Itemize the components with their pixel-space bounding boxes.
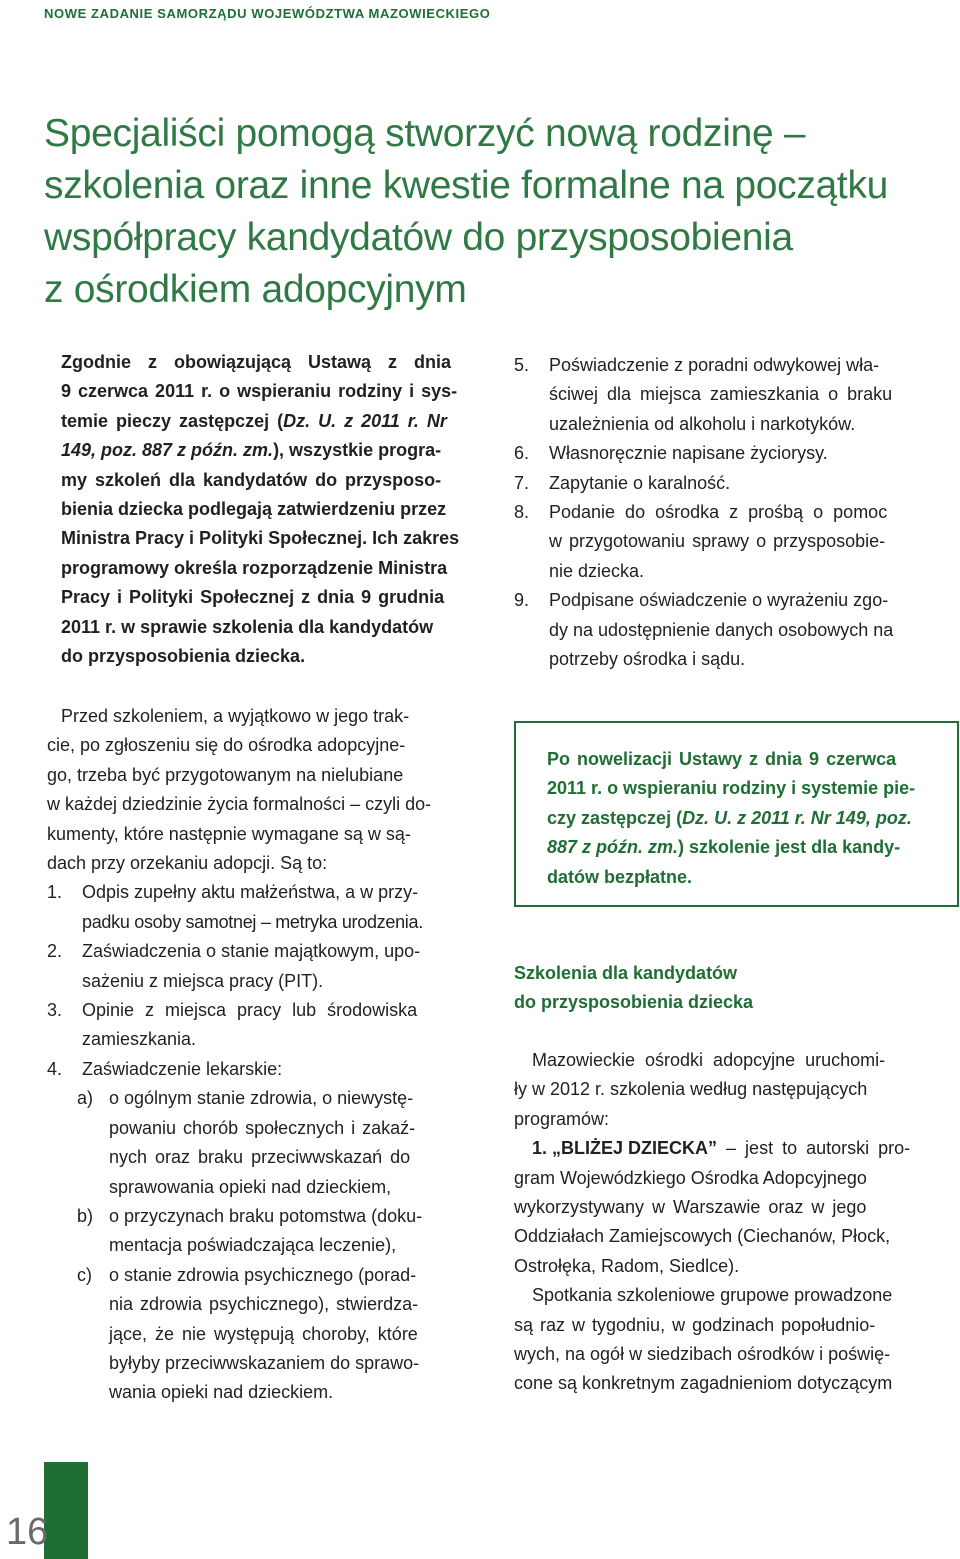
list-number: 7. [514,472,530,493]
sub-item-continuation: nych oraz braku przeciwwskazań do [109,1147,411,1168]
intro-line: 9 czerwca 2011 r. o wspieraniu rodziny i sys- [61,381,458,402]
list-number: 4. [47,1058,63,1079]
body-line: Mazowieckie ośrodki adopcyjne uruchomi- [532,1050,886,1070]
intro-citation: Dz. U. z 2011 r. Nr [283,410,447,431]
body-line: go, trzeba być przygotowanym na nielubiane [47,764,404,785]
intro-line: Ministra Pracy i Polityki Społecznej. Ich zakres [61,528,460,549]
list-item [514,351,958,380]
body-line: wych, na ogół w siedzibach ośrodków i poświę- [514,1344,891,1365]
page-marker-bar [44,1462,88,1559]
list-text: Własnoręcznie napisane życiorysy. [549,443,828,464]
list-item [47,1055,487,1084]
list-item-continuation: nie dziecka. [549,560,645,581]
page-number: 16 [6,1511,49,1553]
list-text: Poświadczenie z poradni odwykowej wła- [549,355,880,375]
body-line: programów: [514,1108,610,1129]
list-text: Podpisane oświadczenie o wyrażeniu zgo- [549,590,889,611]
list-item [47,937,487,966]
list-text: Opinie z miejsca pracy lub środowiska [82,1000,418,1021]
info-box-text [547,745,947,892]
sub-text: o przyczynach braku potomstwa (doku- [109,1205,423,1226]
list-item [514,586,958,615]
list-text: Zaświadczenia o stanie majątkowym, upo- [82,941,421,962]
intro-line: do przysposobienia dziecka. [61,646,306,667]
list-text: Odpis zupełny aktu małżeństwa, a w przy- [82,882,419,903]
box-citation: Dz. U. z 2011 r. Nr 149, poz. [682,807,912,828]
body-line: gram Wojewódzkiego Ośrodka Adopcyjnego [514,1167,867,1188]
documents-list-continued [514,351,958,674]
sub-letter: b) [77,1205,94,1226]
sub-item-continuation: wania opieki nad dzieckiem. [109,1382,334,1403]
box-line: 2011 r. o wspieraniu rodziny i systemie pie- [547,778,916,799]
list-item [47,878,487,907]
body-line: są raz w tygodniu, w godzinach popołudnio- [514,1314,876,1335]
list-item-continuation: uzależnienia od alkoholu i narkotyków. [549,413,856,434]
left-body-text [47,702,487,1408]
list-item [514,469,958,498]
list-item [514,498,958,527]
body-line: Przed szkoleniem, a wyjątkowo w jego trak- [61,706,410,726]
list-number: 1. [47,882,63,903]
intro-line: Zgodnie z obowiązującą Ustawą z dnia [61,352,452,372]
heading-line: do przysposobienia dziecka [514,992,754,1013]
body-line: Ostrołęka, Radom, Siedlce). [514,1255,740,1276]
box-line: datów bezpłatne. [547,866,693,887]
box-line [547,833,947,862]
intro-line: programowy określa rozporządzenie Ministra [61,557,448,578]
title-line: współpracy kandydatów do przysposobienia [44,216,793,259]
sub-text: o ogólnym stanie zdrowia, o niewystę- [109,1088,414,1109]
intro-line: 2011 r. w sprawie szkolenia dla kandydatów [61,616,434,637]
list-item-continuation: potrzeby ośrodka i sądu. [549,649,746,670]
intro-text: temie pieczy zastępczej ( [61,410,284,431]
sub-letter: c) [77,1264,92,1285]
running-header: NOWE ZADANIE SAMORZĄDU WOJEWÓDZTWA MAZOWIECKIEGO [44,6,491,21]
box-citation: 887 z późn. zm. [547,837,679,858]
box-line: Po nowelizacji Ustawy z dnia 9 czerwca [547,749,897,769]
sub-item [47,1202,487,1231]
sub-item-continuation: mentacja poświadczająca leczenie), [109,1235,397,1256]
body-line: cie, po zgłoszeniu się do ośrodka adopcyjne- [47,735,406,756]
list-item [47,996,487,1025]
body-line: ły w 2012 r. szkolenia według następujących [514,1079,868,1100]
article-title [44,108,944,316]
section-heading [514,959,753,1018]
program-name: „BLIŻEJ DZIECKA” [552,1138,718,1159]
body-line: wykorzystywany w Warszawie oraz w jego [514,1197,867,1218]
body-line: kumenty, które następnie wymagane są w są- [47,823,411,844]
list-number: 9. [514,590,530,611]
sub-item-continuation: sprawowania opieki nad dzieckiem, [109,1176,392,1197]
program-number: 1. [532,1138,548,1159]
box-line [547,804,947,833]
list-text: Podanie do ośrodka z prośbą o pomoc [549,502,888,523]
body-line: Oddziałach Zamiejscowych (Ciechanów, Płock, [514,1226,891,1247]
box-text: ) szkolenie jest dla kandy- [678,837,901,858]
sub-item-continuation: byłyby przeciwwskazaniem do sprawo- [109,1352,420,1373]
sub-item-continuation: powaniu chorób społecznych i zakaź- [109,1117,416,1138]
list-item-continuation: sażeniu z miejsca pracy (PIT). [82,970,324,991]
sub-letter: a) [77,1088,94,1109]
program-text: – jest to autorski pro- [717,1138,911,1159]
body-line: dach przy orzekaniu adopcji. Są to: [47,853,328,874]
heading-line: Szkolenia dla kandydatów [514,963,738,983]
list-text: Zapytanie o karalność. [549,472,731,493]
intro-line [61,407,487,436]
body-line: w każdej dziedzinie życia formalności – czyli do- [47,794,432,815]
sub-item-continuation: jące, że nie występują choroby, które [109,1323,418,1344]
body-line: Spotkania szkoleniowe grupowe prowadzone [532,1285,893,1306]
title-line: z ośrodkiem adopcyjnym [44,268,467,311]
sub-item [47,1261,487,1290]
list-item-continuation: w przygotowaniu sprawy o przysposobie- [549,531,886,552]
list-item-continuation: padku osoby samotnej – metryka urodzenia. [82,911,423,932]
body-line: cone są konkretnym zagadnieniom dotyczącym [514,1373,893,1394]
list-number: 5. [514,355,530,375]
title-line: Specjaliści pomogą stworzyć nową rodzinę – [44,112,806,155]
list-item-continuation: dy na udostępnienie danych osobowych na [549,619,894,640]
list-item-continuation: zamieszkania. [82,1029,197,1050]
intro-paragraph [61,348,487,671]
list-number: 3. [47,1000,63,1021]
list-number: 2. [47,941,63,962]
intro-text: ), wszystkie progra- [273,440,442,461]
sub-item-continuation: nia zdrowia psychicznego), stwierdza- [109,1294,419,1315]
list-item-continuation: ściwej dla miejsca zamieszkania o braku [549,384,893,405]
intro-citation: 149, poz. 887 z późn. zm. [61,440,274,461]
title-line: szkolenia oraz inne kwestie formalne na początku [44,164,889,207]
program-line [514,1134,958,1163]
intro-line [61,436,487,465]
list-number: 8. [514,502,530,523]
right-body-text [514,1046,958,1399]
box-text: czy zastępczej ( [547,807,683,828]
list-number: 6. [514,443,530,464]
list-text: Zaświadczenie lekarskie: [82,1058,283,1079]
list-item [514,439,958,468]
sub-text: o stanie zdrowia psychicznego (porad- [109,1264,417,1285]
info-box [514,721,959,907]
intro-line: my szkoleń dla kandydatów do przysposo- [61,469,442,490]
intro-line: bienia dziecka podlegają zatwierdzeniu przez [61,499,447,520]
sub-item [47,1084,487,1113]
intro-line: Pracy i Polityki Społecznej z dnia 9 grudnia [61,587,445,608]
